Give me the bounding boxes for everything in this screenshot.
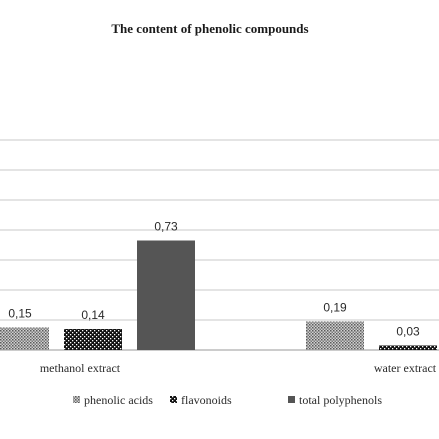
legend — [73, 393, 382, 407]
bar-total-polyphenols-0 — [137, 241, 195, 351]
data-labels — [8, 220, 420, 339]
data-label: 0,15 — [8, 306, 32, 321]
gridlines — [0, 140, 439, 350]
category-label: water extract — [373, 361, 437, 375]
data-label: 0,14 — [81, 308, 105, 322]
legend-label: flavonoids — [181, 393, 232, 407]
legend-label: total polyphenols — [299, 393, 382, 407]
bar-flavonoids-0 — [64, 329, 122, 350]
bars — [0, 241, 437, 351]
legend-swatch — [288, 396, 295, 403]
bar-phenolic-acids-1 — [306, 322, 364, 351]
bar-phenolic-acids-0 — [0, 328, 49, 351]
category-label: methanol extract — [39, 361, 121, 375]
legend-swatch — [170, 396, 177, 403]
category-labels — [40, 361, 437, 375]
bar-flavonoids-1 — [379, 346, 437, 351]
data-label: 0,03 — [396, 324, 420, 339]
data-label: 0,19 — [323, 300, 347, 315]
legend-label: phenolic acids — [84, 393, 153, 407]
chart-title: The content of phenolic compounds — [111, 21, 309, 36]
legend-swatch — [73, 396, 80, 403]
data-label: 0,73 — [154, 219, 178, 234]
